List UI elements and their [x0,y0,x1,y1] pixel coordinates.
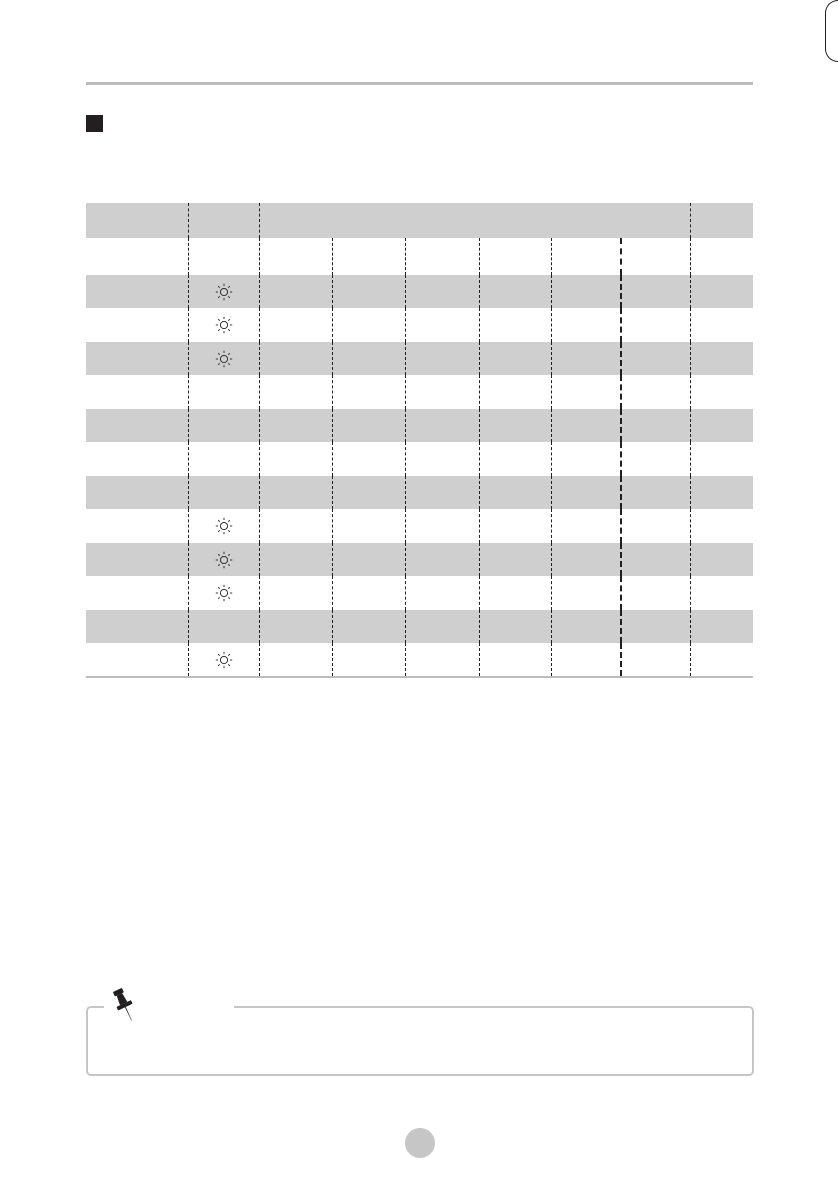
column-divider [690,576,691,610]
page-number-badge [405,1128,435,1158]
column-divider [405,476,406,509]
sun-icon [188,509,259,543]
column-divider [188,375,189,409]
column-divider [551,476,552,509]
column-divider [405,543,406,576]
column-divider [690,509,691,543]
column-divider [620,375,622,409]
column-divider [479,576,480,610]
column-divider [479,442,480,476]
column-divider [405,275,406,308]
column-divider [259,509,260,543]
column-divider [690,476,691,509]
column-divider [690,442,691,476]
column-divider [188,610,189,643]
sun-icon [188,308,259,342]
column-divider [405,610,406,643]
column-divider [332,308,333,342]
column-divider [690,275,691,308]
column-divider [690,409,691,442]
column-divider [405,409,406,442]
column-divider [690,375,691,409]
table-row [86,275,753,308]
column-divider [259,543,260,576]
table-header-row [86,203,753,238]
column-divider [479,509,480,543]
column-divider [259,275,260,308]
column-divider [620,342,622,375]
column-divider [188,203,189,238]
column-divider [551,275,552,308]
column-divider [479,476,480,509]
column-divider [690,543,691,576]
sun-icon [188,342,259,375]
column-divider [188,442,189,476]
column-divider [551,342,552,375]
column-divider [405,509,406,543]
column-divider [332,610,333,643]
column-divider [259,610,260,643]
column-divider [551,308,552,342]
column-divider [551,543,552,576]
column-divider [690,203,691,238]
column-divider [551,409,552,442]
pushpin-icon [110,986,140,1026]
column-divider [259,375,260,409]
column-divider [259,238,260,275]
column-divider [620,308,622,342]
column-divider [332,576,333,610]
column-divider [188,238,189,275]
column-divider [479,238,480,275]
column-divider [259,576,260,610]
column-divider [405,308,406,342]
column-divider [620,442,622,476]
column-divider [620,275,622,308]
table-row [86,576,753,610]
column-divider [405,342,406,375]
column-divider [551,643,552,676]
column-divider [479,375,480,409]
column-divider [405,442,406,476]
column-divider [690,238,691,275]
column-divider [551,509,552,543]
column-divider [479,543,480,576]
crop-mark [825,0,838,62]
top-rule [86,82,753,85]
column-divider [620,610,622,643]
column-divider [620,643,622,676]
column-divider [405,643,406,676]
column-divider [479,610,480,643]
table-row [86,409,753,442]
table-row [86,375,753,409]
column-divider [332,509,333,543]
column-divider [332,375,333,409]
column-divider [551,375,552,409]
column-divider [690,308,691,342]
column-divider [620,576,622,610]
table-row [86,238,753,275]
column-divider [259,442,260,476]
column-divider [551,610,552,643]
table-row [86,442,753,476]
column-divider [620,476,622,509]
column-divider [405,375,406,409]
column-divider [332,476,333,509]
column-divider [479,275,480,308]
column-divider [332,442,333,476]
sun-icon [188,643,259,676]
column-divider [332,643,333,676]
table-row [86,543,753,576]
table-row [86,610,753,643]
column-divider [259,476,260,509]
program-table [86,203,753,676]
note-box [86,1006,754,1076]
column-divider [259,308,260,342]
column-divider [259,203,260,238]
column-divider [479,342,480,375]
column-divider [620,543,622,576]
table-row [86,308,753,342]
column-divider [332,409,333,442]
sun-icon [188,576,259,610]
column-divider [479,409,480,442]
column-divider [620,409,622,442]
column-divider [551,442,552,476]
column-divider [188,476,189,509]
column-divider [551,238,552,275]
column-divider [479,308,480,342]
column-divider [332,342,333,375]
column-divider [332,238,333,275]
column-divider [551,576,552,610]
column-divider [259,643,260,676]
table-row [86,643,753,676]
column-divider [188,409,189,442]
column-divider [259,409,260,442]
column-divider [620,238,622,275]
column-divider [690,342,691,375]
table-bottom-rule [86,676,753,678]
sun-icon [188,543,259,576]
sun-icon [188,275,259,308]
column-divider [405,576,406,610]
column-divider [479,643,480,676]
table-row [86,509,753,543]
column-divider [690,643,691,676]
column-divider [332,543,333,576]
table-row [86,476,753,509]
section-marker [86,115,103,132]
column-divider [405,238,406,275]
column-divider [690,610,691,643]
column-divider [620,509,622,543]
table-row [86,342,753,375]
column-divider [259,342,260,375]
column-divider [332,275,333,308]
